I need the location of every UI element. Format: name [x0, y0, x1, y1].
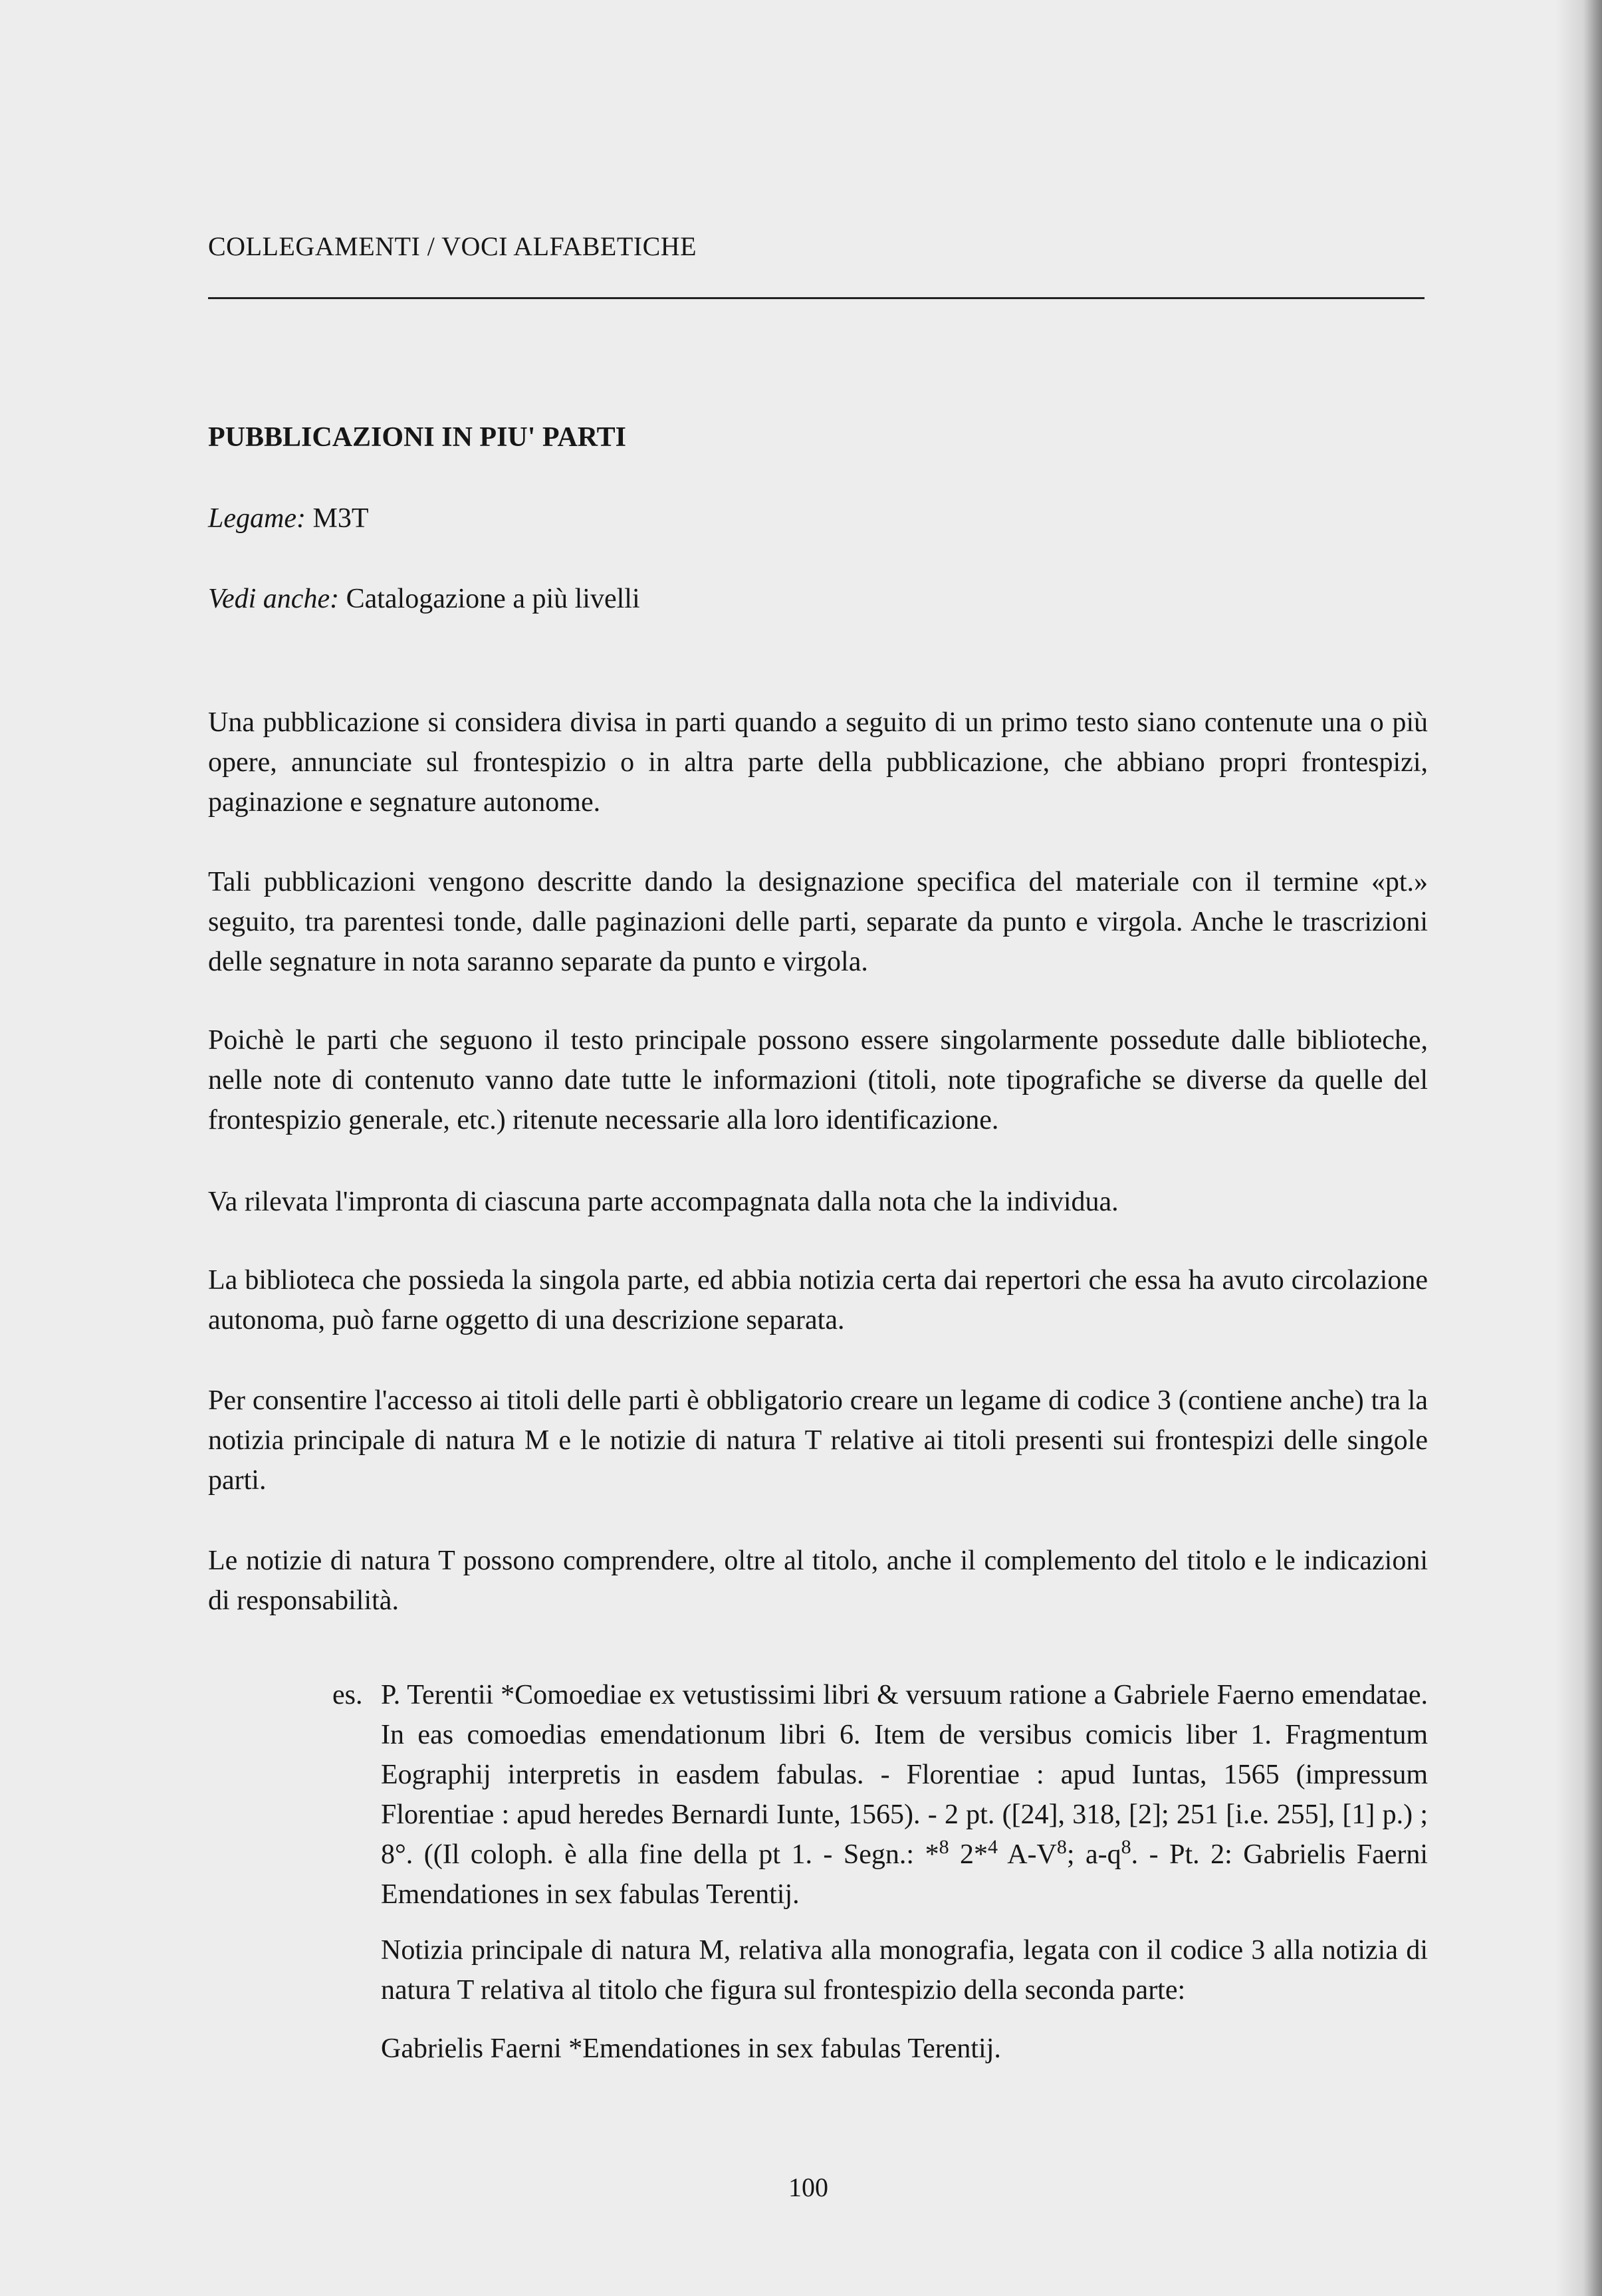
- example-label: es.: [332, 1680, 363, 1710]
- paragraph-content-notes: Poichè le parti che seguono il testo principale possono essere singolarmente possedute dalle biblioteche, nelle note di contenuto vanno date tutte le informazioni (titoli, note tipografiche se diverse da quelle del frontespizio generale, etc.) ritenute necessarie alla loro identificazione.: [208, 1025, 1428, 1135]
- vedi-anche-label: Vedi anche:: [208, 584, 340, 614]
- example-citation: [381, 1675, 1428, 1914]
- signature-1: *: [925, 1839, 939, 1870]
- legame-label: Legame:: [208, 503, 306, 534]
- signature-4: ; a-q: [1066, 1839, 1121, 1870]
- signature-1-exp: 8: [939, 1836, 949, 1858]
- running-header: COLLEGAMENTI / VOCI ALFABETICHE: [208, 231, 697, 261]
- section-title: PUBBLICAZIONI IN PIU' PARTI: [208, 422, 626, 453]
- example-note: Notizia principale di natura M, relativa alla monografia, legata con il codice 3 alla notizia di natura T relativa al titolo che figura sul frontespizio della seconda parte:: [381, 1935, 1428, 2006]
- signature-3-exp: 8: [1056, 1836, 1067, 1858]
- paragraph-natura-t: Le notizie di natura T possono comprendere, oltre al titolo, anche il complemento del titolo e le indicazioni di responsabilità.: [208, 1546, 1428, 1616]
- signature-2-exp: 4: [988, 1836, 998, 1858]
- signature-4-exp: 8: [1121, 1836, 1131, 1858]
- signature-3: A-V: [998, 1839, 1057, 1870]
- citation-text: P. Terentii *Comoediae ex vetustissimi libri & versuum ratione a Gabriele Faerno emendatae. In eas comoedias emendationum libri 6. Item de versibus comicis liber 1. Fragmentum Eographij interpretis in easdem fabulas. - Florentiae : apud Iuntas, 1565 (impressum Florentiae : apud heredes Bernardi Iunte, 1565). - 2 pt. ([24], 318, [2]; 251 [i.e. 255], [1] p.) ; 8°. ((Il coloph. è alla fine della pt 1. - Segn.:: [381, 1680, 1428, 1870]
- page-edge-shadow: [1555, 0, 1602, 2296]
- page-number: 100: [788, 2172, 828, 2202]
- paragraph-impronta: Va rilevata l'impronta di ciascuna parte accompagnata dalla nota che la individua.: [208, 1187, 1119, 1217]
- paragraph-separate-description: La biblioteca che possieda la singola parte, ed abbia notizia certa dai repertori che essa ha avuto circolazione autonoma, può farne oggetto di una descrizione separata.: [208, 1265, 1428, 1335]
- header-divider: [208, 297, 1425, 299]
- vedi-anche-value: Catalogazione a più livelli: [346, 584, 640, 614]
- signature-2: 2*: [949, 1839, 988, 1870]
- example-title-t: Gabrielis Faerni *Emendationes in sex fabulas Terentij.: [381, 2033, 1001, 2064]
- paragraph-definition: Una pubblicazione si considera divisa in parti quando a seguito di un primo testo siano contenute una o più opere, annunciate sul frontespizio o in altra parte della pubblicazione, che abbiano propri frontespizi, paginazione e segnature autonome.: [208, 707, 1428, 818]
- paragraph-description: Tali pubblicazioni vengono descritte dando la designazione specifica del materiale con il termine «pt.» seguito, tra parentesi tonde, dalle paginazioni delle parti, separate da punto e virgola. Anche le trascrizioni delle segnature in nota saranno separate da punto e virgola.: [208, 867, 1428, 977]
- citation-end: . - Pt. 2: Gabrielis Faerni Emendationes in sex fabulas Terentij.: [381, 1839, 1429, 1910]
- vedi-anche-line: [208, 580, 640, 618]
- paragraph-link-code: Per consentire l'accesso ai titoli delle parti è obbligatorio creare un legame di codice 3 (contiene anche) tra la notizia principale di natura M e le notizie di natura T relative ai titoli presenti sui frontespizi delle singole parti.: [208, 1385, 1428, 1496]
- legame-value: M3T: [312, 503, 369, 534]
- legame-line: [208, 500, 368, 537]
